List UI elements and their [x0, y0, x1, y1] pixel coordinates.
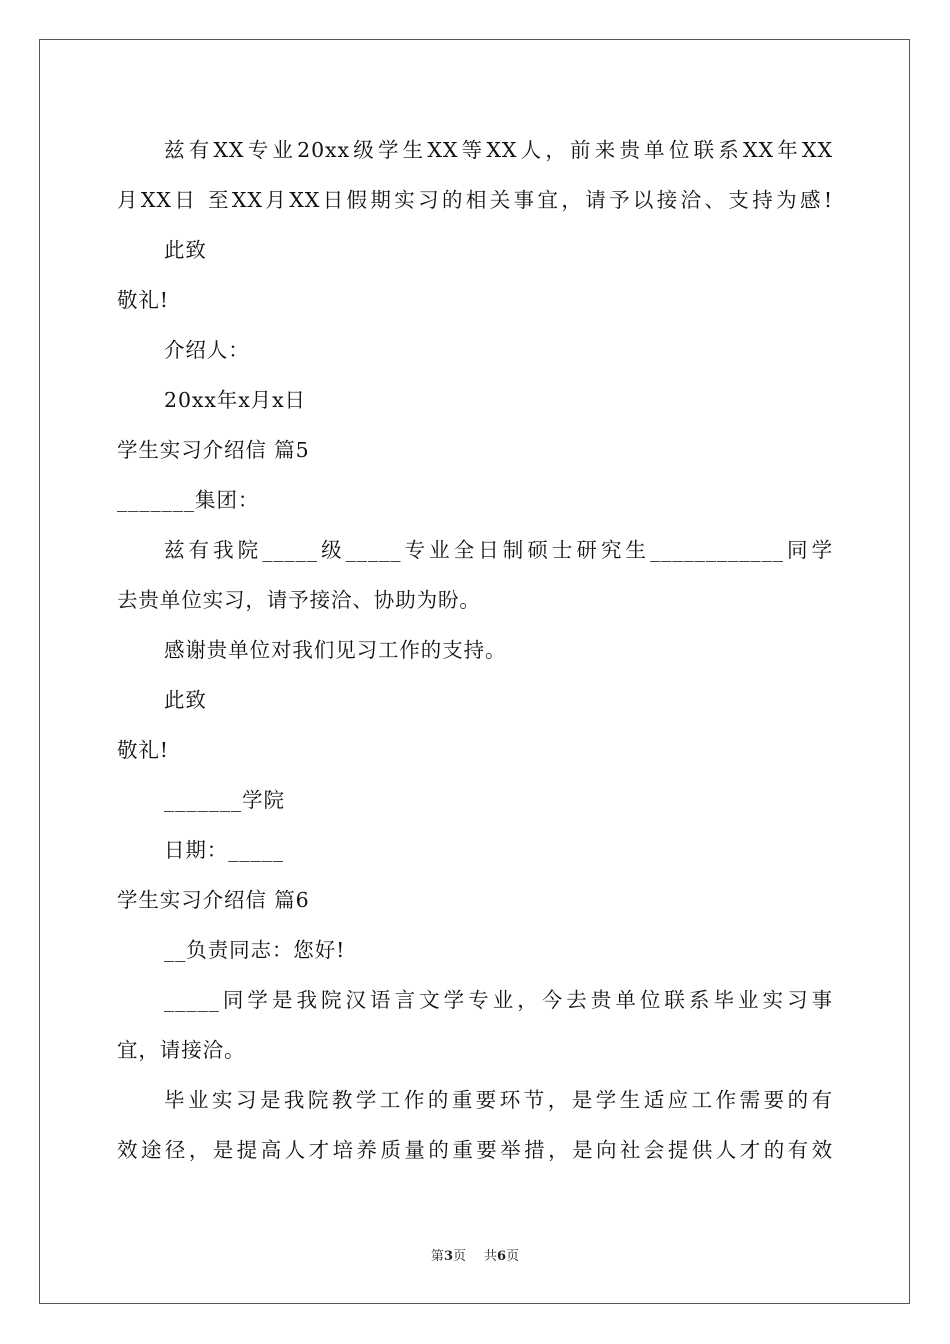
signature-line: _______学院: [164, 788, 285, 812]
paragraph-line: 月XX日 至XX月XX日假期实习的相关事宜，请予以接洽、支持为感!: [117, 188, 833, 212]
date-line: 20xx年x月x日: [164, 388, 306, 412]
addressee-line: _______集团：: [117, 488, 260, 512]
paragraph-line: 兹有XX专业20xx级学生XX等XX人，前来贵单位联系XX年XX: [164, 138, 833, 162]
paragraph-line: 效途径，是提高人才培养质量的重要举措，是向社会提供人才的有效: [117, 1138, 833, 1162]
paragraph-line: 去贵单位实习，请予接洽、协助为盼。: [117, 588, 481, 612]
salutation-line: 敬礼!: [117, 288, 169, 312]
document-body: [117, 125, 833, 1175]
signature-line: 介绍人：: [164, 338, 250, 362]
section-heading: 学生实习介绍信 篇5: [117, 438, 310, 462]
section-heading: 学生实习介绍信 篇6: [117, 888, 310, 912]
page-prefix: 第: [430, 1249, 444, 1264]
addressee-line: __负责同志：您好!: [164, 938, 346, 962]
salutation-line: 此致: [164, 688, 207, 712]
page-footer: [0, 1248, 950, 1266]
paragraph-line: _____同学是我院汉语言文学专业，今去贵单位联系毕业实习事: [164, 988, 833, 1012]
salutation-line: 此致: [164, 238, 207, 262]
page-suffix: 页: [452, 1249, 466, 1264]
paragraph-line: 感谢贵单位对我们见习工作的支持。: [164, 638, 507, 662]
page-total: 6: [497, 1249, 507, 1264]
total-prefix: 共: [484, 1249, 498, 1264]
total-suffix: 页: [506, 1249, 520, 1264]
paragraph-line: 宜，请接洽。: [117, 1038, 246, 1062]
paragraph-line: 毕业实习是我院教学工作的重要环节，是学生适应工作需要的有: [164, 1088, 833, 1112]
salutation-line: 敬礼!: [117, 738, 169, 762]
paragraph-line: 兹有我院_____级_____专业全日制硕士研究生____________同学: [164, 538, 833, 562]
page-current: 3: [443, 1249, 453, 1264]
date-line: 日期：_____: [164, 838, 284, 862]
